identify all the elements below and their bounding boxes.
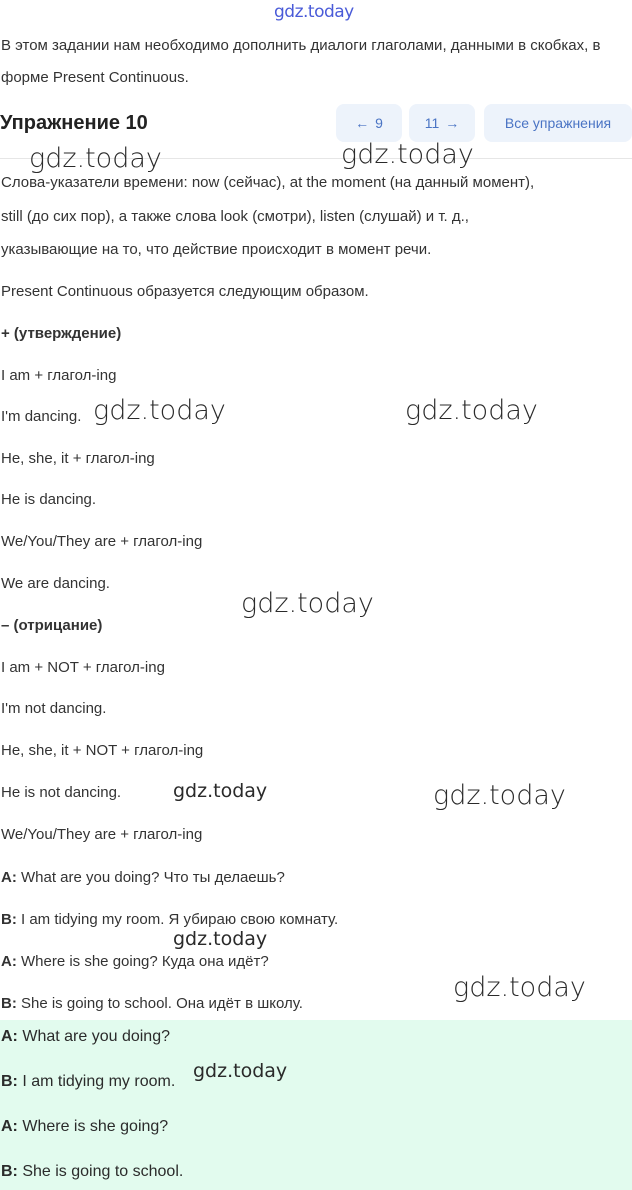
speaker-label: B: (1, 995, 17, 1012)
dialogue-text: She is going to school. Она идёт в школу. (16, 995, 303, 1012)
text-line: He, she, it + NOT + глагол-ing (1, 742, 204, 759)
dialogue-text: Where is she going? Куда она идёт? (16, 953, 269, 970)
text-line: He, she, it + глагол-ing (1, 450, 155, 467)
text-line: We/You/They are + глагол-ing (1, 533, 203, 550)
text-line: He is dancing. (1, 491, 97, 508)
answer-text: I am tidying my room. (17, 1073, 176, 1090)
dialogue-line (1, 869, 285, 886)
text-line: He is not dancing. (1, 784, 122, 801)
answer-line (1, 1073, 175, 1091)
speaker-label: A: (1, 1028, 18, 1045)
all-exercises-button[interactable] (484, 104, 632, 142)
watermark: gdz.today (341, 139, 474, 170)
speaker-label: A: (1, 953, 17, 970)
watermark: gdz.today (173, 780, 268, 802)
speaker-label: A: (1, 1118, 18, 1135)
negative-heading: – (отрицание) (1, 617, 103, 634)
arrow-left-icon: ← (355, 115, 370, 131)
text-line: still (до сих пор), а также слова look (смотри), listen (слушай) и т. д., (1, 208, 469, 225)
dialogue-text: What are you doing? Что ты делаешь? (16, 869, 285, 886)
answer-text: She is going to school. (17, 1163, 184, 1180)
affirmative-heading: + (утверждение) (1, 325, 122, 342)
speaker-label: B: (1, 1073, 18, 1090)
answer-line (1, 1028, 170, 1046)
speaker-label: B: (1, 911, 17, 928)
exercise-heading: Упражнение 10 (0, 112, 148, 134)
watermark: gdz.today (173, 928, 268, 950)
divider (0, 158, 632, 159)
dialogue-line (1, 911, 338, 928)
watermark: gdz.today (241, 588, 374, 619)
prev-exercise-label: 9 (375, 115, 383, 131)
answer-line (1, 1118, 168, 1136)
speaker-label: B: (1, 1163, 18, 1180)
text-line: I am + NOT + глагол-ing (1, 659, 165, 676)
dialogue-text: I am tidying my room. Я убираю свою комнату. (16, 911, 339, 928)
arrow-right-icon: → (445, 115, 460, 131)
next-exercise-button[interactable] (409, 104, 475, 142)
watermark: gdz.today (29, 143, 162, 174)
text-line: I am + глагол-ing (1, 367, 117, 384)
text-line: We are dancing. (1, 575, 110, 592)
text-line: I'm dancing. (1, 408, 82, 425)
all-exercises-label: Все упражнения (504, 115, 612, 131)
intro-text: В этом задании нам необходимо дополнить диалоги глаголами, данными в скобках, в форме Present Continuous. (1, 37, 601, 86)
next-exercise-label: 11 (424, 115, 440, 131)
text-line: указывающие на то, что действие происходит в момент речи. (1, 241, 432, 258)
answer-text: What are you doing? (17, 1028, 170, 1045)
answer-text: Where is she going? (17, 1118, 169, 1135)
answer-line (1, 1163, 183, 1181)
prev-exercise-button[interactable] (336, 104, 402, 142)
watermark: gdz.today (433, 780, 566, 811)
text-line: Present Continuous образуется следующим образом. (1, 283, 369, 300)
watermark: gdz.today (93, 395, 226, 426)
watermark: gdz.today (193, 1060, 288, 1082)
dialogue-line (1, 995, 303, 1012)
watermark: gdz.today (405, 395, 538, 426)
text-line: Слова-указатели времени: now (сейчас), at the moment (на данный момент), (1, 174, 535, 191)
text-line: We/You/They are + глагол-ing (1, 826, 203, 843)
watermark: gdz.today (453, 972, 586, 1003)
text-line: I'm not dancing. (1, 700, 107, 717)
site-logo[interactable]: gdz.today (274, 2, 354, 22)
speaker-label: A: (1, 869, 17, 886)
dialogue-line (1, 953, 269, 970)
